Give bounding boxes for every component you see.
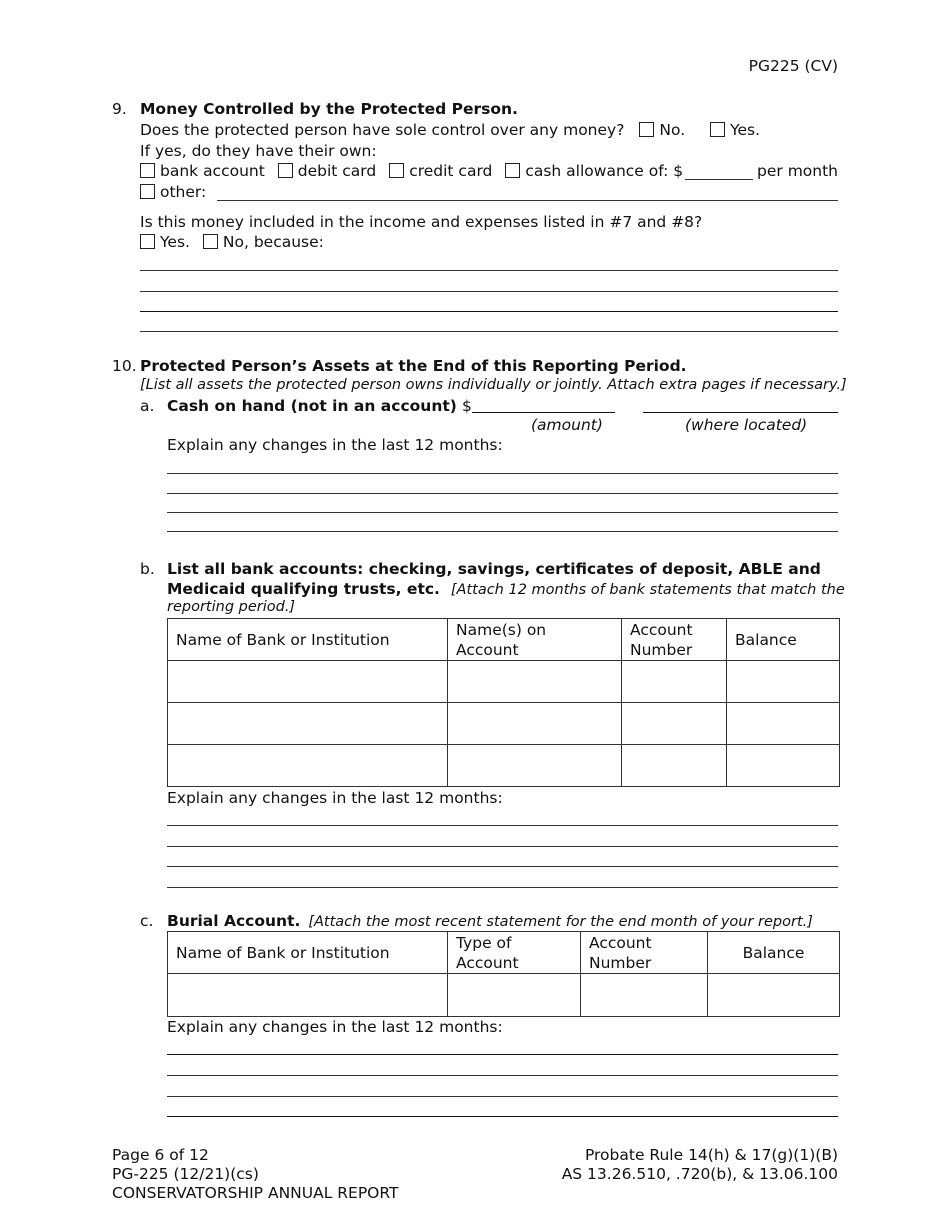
cash-explain-line-2[interactable] bbox=[167, 493, 838, 494]
col-header-account-line-2: Number bbox=[630, 640, 693, 659]
location-caption: (where located) bbox=[685, 416, 808, 434]
col-header-account-line-2: Number bbox=[589, 953, 652, 972]
table-cell[interactable] bbox=[727, 661, 840, 703]
table-cell[interactable] bbox=[448, 974, 581, 1017]
cash-on-hand-label: Cash on hand (not in an account) bbox=[167, 397, 457, 415]
col-header-account-line-1: Account bbox=[589, 933, 652, 952]
table-cell[interactable] bbox=[622, 703, 727, 745]
burial-explain-label: Explain any changes in the last 12 months: bbox=[167, 1018, 503, 1036]
sole-control-yes-label: Yes. bbox=[730, 121, 761, 139]
table-header-row bbox=[168, 619, 840, 661]
burial-account-heading bbox=[167, 912, 813, 930]
form-code: PG225 (CV) bbox=[748, 57, 838, 75]
burial-account-table bbox=[167, 931, 840, 1017]
sole-control-no-label: No. bbox=[659, 121, 686, 139]
debit-card-checkbox[interactable] bbox=[278, 163, 293, 178]
burial-explain-line-3[interactable] bbox=[167, 1096, 838, 1097]
explanation-line-4[interactable] bbox=[140, 331, 838, 332]
included-yes-label: Yes. bbox=[160, 233, 190, 251]
bank-accounts-title-line-1: List all bank accounts: checking, savings, certificates of deposit, ABLE and bbox=[167, 560, 821, 578]
footer-page: Page 6 of 12 bbox=[112, 1146, 209, 1164]
section-9-number: 9. bbox=[112, 100, 127, 118]
footer-statute: AS 13.26.510, .720(b), & 13.06.100 bbox=[561, 1165, 838, 1183]
explanation-line-1[interactable] bbox=[140, 270, 838, 271]
cash-explain-line-4[interactable] bbox=[167, 531, 838, 532]
explanation-line-2[interactable] bbox=[140, 291, 838, 292]
cash-allowance-label: cash allowance of: $ bbox=[525, 162, 684, 180]
bank-explain-label: Explain any changes in the last 12 months: bbox=[167, 789, 503, 807]
per-month-label: per month bbox=[757, 162, 838, 180]
burial-account-note: [Attach the most recent statement for the end month of your report.] bbox=[308, 914, 813, 930]
table-cell[interactable] bbox=[168, 703, 448, 745]
amount-caption: (amount) bbox=[531, 416, 603, 434]
bank-explain-line-2[interactable] bbox=[167, 846, 838, 847]
section-10-number: 10. bbox=[112, 357, 137, 375]
credit-card-checkbox[interactable] bbox=[389, 163, 404, 178]
bank-accounts-note-line-3: reporting period.] bbox=[167, 599, 296, 615]
cash-dollar-sign: $ bbox=[462, 397, 472, 415]
footer-rule: Probate Rule 14(h) & 17(g)(1)(B) bbox=[584, 1146, 838, 1164]
cash-amount-field[interactable] bbox=[472, 412, 615, 413]
other-label: other: bbox=[160, 183, 207, 201]
other-option bbox=[140, 183, 206, 201]
table-cell[interactable] bbox=[727, 745, 840, 787]
table-cell[interactable] bbox=[727, 703, 840, 745]
footer-title: CONSERVATORSHIP ANNUAL REPORT bbox=[112, 1184, 399, 1202]
cash-location-field[interactable] bbox=[643, 412, 838, 413]
col-header-balance: Balance bbox=[727, 619, 840, 661]
bank-explain-line-1[interactable] bbox=[167, 825, 838, 826]
col-header-account-line-1: Account bbox=[630, 620, 693, 639]
sole-control-question bbox=[140, 121, 760, 139]
bank-accounts-title-line-2-text: Medicaid qualifying trusts, etc. bbox=[167, 580, 440, 598]
table-cell[interactable] bbox=[448, 661, 622, 703]
cash-explain-line-3[interactable] bbox=[167, 512, 838, 513]
bank-account-label: bank account bbox=[160, 162, 265, 180]
col-header-type bbox=[448, 932, 581, 974]
sole-control-yes-checkbox[interactable] bbox=[710, 122, 725, 137]
cash-explain-label: Explain any changes in the last 12 months: bbox=[167, 436, 503, 454]
col-header-type-line-2: Account bbox=[456, 953, 519, 972]
subsection-a-letter: a. bbox=[140, 397, 155, 415]
debit-card-label: debit card bbox=[297, 162, 377, 180]
table-cell[interactable] bbox=[708, 974, 840, 1017]
table-cell[interactable] bbox=[581, 974, 708, 1017]
table-row bbox=[168, 745, 840, 787]
table-cell[interactable] bbox=[448, 745, 622, 787]
table-cell[interactable] bbox=[622, 661, 727, 703]
bank-explain-line-4[interactable] bbox=[167, 887, 838, 888]
table-row bbox=[168, 661, 840, 703]
col-header-bank: Name of Bank or Institution bbox=[168, 932, 448, 974]
included-options bbox=[140, 233, 324, 251]
bank-accounts-title-line-2 bbox=[167, 580, 845, 598]
section-10-title: Protected Person’s Assets at the End of this Reporting Period. bbox=[140, 357, 687, 375]
table-cell[interactable] bbox=[168, 745, 448, 787]
burial-account-title: Burial Account. bbox=[167, 912, 301, 930]
explanation-line-3[interactable] bbox=[140, 311, 838, 312]
credit-card-label: credit card bbox=[409, 162, 493, 180]
cash-explain-line-1[interactable] bbox=[167, 473, 838, 474]
table-cell[interactable] bbox=[168, 661, 448, 703]
col-header-type-line-1: Type of bbox=[456, 933, 512, 952]
col-header-names: Name(s) on Account bbox=[448, 619, 622, 661]
bank-explain-line-3[interactable] bbox=[167, 866, 838, 867]
bank-account-checkbox[interactable] bbox=[140, 163, 155, 178]
burial-explain-line-2[interactable] bbox=[167, 1075, 838, 1076]
bank-accounts-note: [Attach 12 months of bank statements that match the bbox=[450, 582, 845, 598]
table-cell[interactable] bbox=[168, 974, 448, 1017]
col-header-account-number bbox=[581, 932, 708, 974]
sole-control-question-text: Does the protected person have sole control over any money? bbox=[140, 121, 625, 139]
own-accounts-options bbox=[140, 162, 683, 180]
included-no-checkbox[interactable] bbox=[203, 234, 218, 249]
own-accounts-question: If yes, do they have their own: bbox=[140, 142, 377, 160]
included-yes-checkbox[interactable] bbox=[140, 234, 155, 249]
burial-explain-line-1[interactable] bbox=[167, 1054, 838, 1055]
table-cell[interactable] bbox=[448, 703, 622, 745]
cash-allowance-checkbox[interactable] bbox=[505, 163, 520, 178]
included-question: Is this money included in the income and expenses listed in #7 and #8? bbox=[140, 213, 703, 231]
col-header-balance: Balance bbox=[708, 932, 840, 974]
bank-accounts-table bbox=[167, 618, 840, 787]
section-10-note: [List all assets the protected person owns individually or jointly. Attach extra pages if necessary.] bbox=[140, 377, 847, 393]
subsection-b-letter: b. bbox=[140, 560, 155, 578]
footer-form: PG-225 (12/21)(cs) bbox=[112, 1165, 259, 1183]
table-row bbox=[168, 974, 840, 1017]
col-header-account-number bbox=[622, 619, 727, 661]
table-row bbox=[168, 703, 840, 745]
table-header-row bbox=[168, 932, 840, 974]
table-cell[interactable] bbox=[622, 745, 727, 787]
col-header-bank: Name of Bank or Institution bbox=[168, 619, 448, 661]
sole-control-no-checkbox[interactable] bbox=[639, 122, 654, 137]
burial-explain-line-4[interactable] bbox=[167, 1116, 838, 1117]
subsection-c-letter: c. bbox=[140, 912, 154, 930]
cash-allowance-amount-field[interactable] bbox=[685, 179, 753, 180]
other-checkbox[interactable] bbox=[140, 184, 155, 199]
other-field[interactable] bbox=[217, 200, 838, 201]
included-no-label: No, because: bbox=[222, 233, 324, 251]
section-9-title: Money Controlled by the Protected Person. bbox=[140, 100, 518, 118]
